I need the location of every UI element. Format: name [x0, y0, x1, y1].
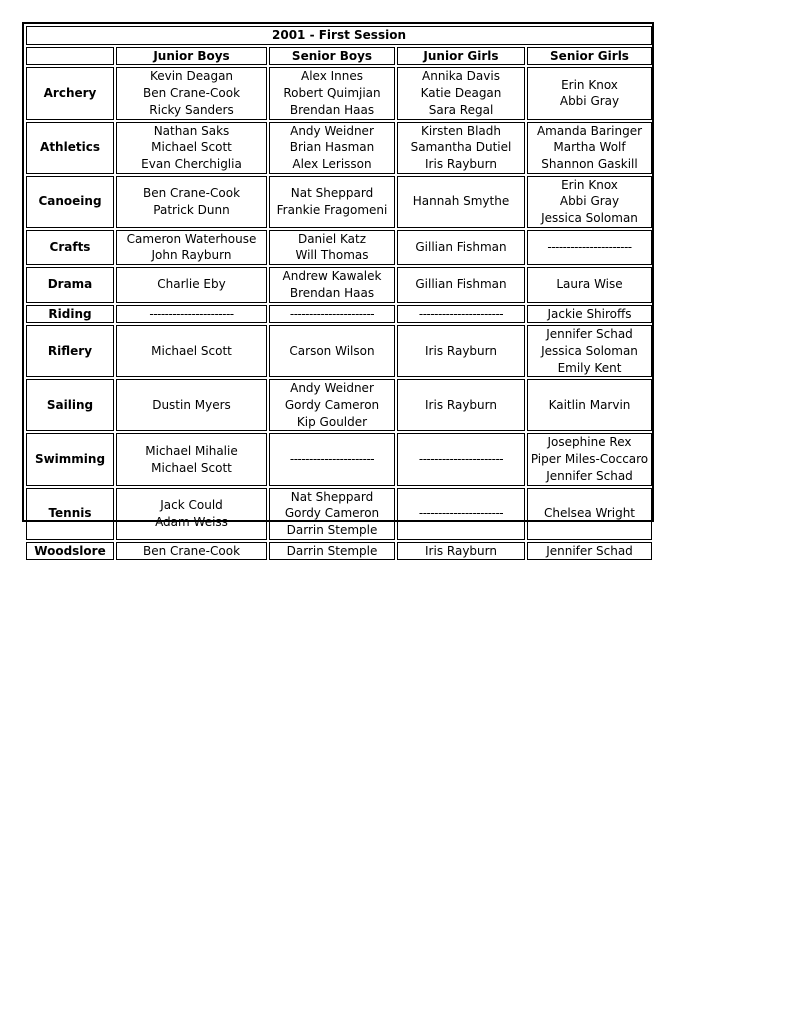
award-cell	[527, 67, 652, 119]
winner-name: Katie Deagan	[420, 86, 502, 101]
activity-label: Riflery	[26, 325, 114, 377]
winner-name: Andy Weidner	[290, 123, 374, 138]
winner-name: Erin Knox	[561, 77, 618, 92]
award-cell	[397, 267, 525, 302]
winner-name: Samantha Dutiel	[410, 140, 512, 155]
awards-sheet	[22, 22, 654, 558]
awards-table	[24, 24, 654, 562]
activity-label: Canoeing	[26, 176, 114, 228]
activity-label: Drama	[26, 267, 114, 302]
winner-name: Martha Wolf	[553, 140, 626, 155]
award-cell	[269, 379, 395, 431]
table-row	[26, 325, 652, 377]
award-cell	[116, 230, 267, 265]
award-cell	[397, 230, 525, 265]
winner-name: Ricky Sanders	[149, 102, 234, 117]
activity-label: Athletics	[26, 122, 114, 174]
table-row	[26, 379, 652, 431]
award-cell	[527, 305, 652, 324]
winner-name: Gordy Cameron	[284, 398, 380, 413]
award-cell	[116, 176, 267, 228]
activity-label: Woodslore	[26, 542, 114, 561]
title-row	[26, 26, 652, 45]
corner-cell	[26, 47, 114, 66]
winner-name: Nat Sheppard	[290, 185, 374, 200]
empty-placeholder: ----------------------	[289, 452, 375, 467]
award-cell	[116, 305, 267, 324]
winner-name: Brian Hasman	[289, 140, 375, 155]
award-cell	[527, 488, 652, 540]
empty-placeholder: ----------------------	[289, 306, 375, 321]
activity-label: Archery	[26, 67, 114, 119]
winner-name: Hannah Smythe	[412, 194, 510, 209]
winner-name: Nat Sheppard	[290, 489, 374, 504]
award-cell	[397, 542, 525, 561]
award-cell	[527, 542, 652, 561]
winner-name: Charlie Eby	[157, 277, 226, 292]
winner-name: Jennifer Schad	[546, 543, 633, 558]
winner-name: Michael Scott	[151, 460, 232, 475]
award-cell	[116, 325, 267, 377]
award-cell	[269, 267, 395, 302]
empty-placeholder: ----------------------	[418, 306, 504, 321]
winner-name: Darrin Stemple	[286, 522, 378, 537]
award-cell	[116, 67, 267, 119]
winner-name: John Rayburn	[151, 248, 232, 263]
winner-name: Patrick Dunn	[153, 202, 230, 217]
winner-name: Daniel Katz	[297, 231, 367, 246]
award-cell	[397, 305, 525, 324]
winner-name: Frankie Fragomeni	[276, 202, 388, 217]
winner-name: Kirsten Bladh	[420, 123, 502, 138]
award-cell	[116, 433, 267, 485]
table-row	[26, 433, 652, 485]
award-cell	[397, 433, 525, 485]
table-row	[26, 67, 652, 119]
winner-name: Iris Rayburn	[425, 343, 497, 358]
award-cell	[116, 488, 267, 540]
winner-name: Brendan Haas	[289, 102, 375, 117]
award-cell	[269, 67, 395, 119]
winner-name: Annika Davis	[422, 69, 500, 84]
winner-name: Ben Crane-Cook	[142, 86, 241, 101]
winner-name: Alex Innes	[300, 69, 363, 84]
award-cell	[527, 379, 652, 431]
award-cell	[116, 542, 267, 561]
winner-name: Abbi Gray	[559, 94, 620, 109]
winner-name: Jennifer Schad	[546, 327, 633, 342]
award-cell	[397, 488, 525, 540]
winner-name: Erin Knox	[561, 177, 618, 192]
winner-name: Gillian Fishman	[415, 240, 507, 255]
award-cell	[116, 122, 267, 174]
table-row	[26, 488, 652, 540]
award-cell	[269, 176, 395, 228]
winner-name: Darrin Stemple	[286, 543, 378, 558]
winner-name: Kip Goulder	[296, 414, 368, 429]
winner-name: Gillian Fishman	[415, 277, 507, 292]
award-cell	[397, 122, 525, 174]
activity-label: Riding	[26, 305, 114, 324]
winner-name: Andy Weidner	[290, 381, 374, 396]
column-header-senior-girls: Senior Girls	[527, 47, 652, 66]
winner-name: Nathan Saks	[153, 123, 230, 138]
winner-name: Sara Regal	[428, 102, 494, 117]
table-row	[26, 542, 652, 561]
table-title: 2001 - First Session	[26, 26, 652, 45]
winner-name: Adam Weiss	[155, 514, 228, 529]
winner-name: Josephine Rex	[547, 435, 632, 450]
column-header-senior-boys: Senior Boys	[269, 47, 395, 66]
winner-name: Will Thomas	[295, 248, 369, 263]
winner-name: Laura Wise	[556, 277, 623, 292]
award-cell	[527, 176, 652, 228]
empty-placeholder: ----------------------	[418, 452, 504, 467]
column-header-junior-boys: Junior Boys	[116, 47, 267, 66]
winner-name: Cameron Waterhouse	[126, 231, 257, 246]
winner-name: Jackie Shiroffs	[547, 306, 632, 321]
header-row	[26, 47, 652, 66]
award-cell	[527, 325, 652, 377]
winner-name: Abbi Gray	[559, 194, 620, 209]
activity-label: Crafts	[26, 230, 114, 265]
award-cell	[269, 542, 395, 561]
winner-name: Jack Could	[160, 497, 223, 512]
table-row	[26, 267, 652, 302]
winner-name: Jessica Soloman	[541, 343, 638, 358]
awards-table-body	[26, 26, 652, 560]
award-cell	[397, 176, 525, 228]
winner-name: Iris Rayburn	[425, 543, 497, 558]
winner-name: Emily Kent	[557, 360, 622, 375]
award-cell	[269, 305, 395, 324]
winner-name: Jessica Soloman	[541, 211, 638, 226]
winner-name: Dustin Myers	[152, 398, 231, 413]
winner-name: Alex Lerisson	[292, 156, 372, 171]
award-cell	[527, 230, 652, 265]
award-cell	[397, 67, 525, 119]
award-cell	[269, 122, 395, 174]
table-row	[26, 176, 652, 228]
award-cell	[397, 379, 525, 431]
activity-label: Tennis	[26, 488, 114, 540]
winner-name: Jennifer Schad	[546, 468, 633, 483]
award-cell	[269, 230, 395, 265]
table-row	[26, 305, 652, 324]
winner-name: Ben Crane-Cook	[142, 543, 241, 558]
winner-name: Iris Rayburn	[425, 398, 497, 413]
empty-placeholder: ----------------------	[547, 240, 632, 255]
award-cell	[527, 122, 652, 174]
winner-name: Shannon Gaskill	[541, 156, 638, 171]
winner-name: Brendan Haas	[289, 285, 375, 300]
activity-label: Swimming	[26, 433, 114, 485]
award-cell	[269, 433, 395, 485]
award-cell	[269, 325, 395, 377]
award-cell	[116, 379, 267, 431]
column-header-junior-girls: Junior Girls	[397, 47, 525, 66]
winner-name: Michael Scott	[151, 140, 232, 155]
winner-name: Kevin Deagan	[149, 69, 234, 84]
table-row	[26, 230, 652, 265]
empty-placeholder: ----------------------	[418, 506, 504, 521]
winner-name: Iris Rayburn	[425, 156, 497, 171]
winner-name: Piper Miles-Coccaro	[530, 452, 649, 467]
award-cell	[269, 488, 395, 540]
winner-name: Robert Quimjian	[283, 86, 381, 101]
table-row	[26, 122, 652, 174]
winner-name: Chelsea Wright	[543, 506, 636, 521]
winner-name: Michael Mihalie	[145, 443, 238, 458]
empty-placeholder: ----------------------	[149, 306, 234, 321]
award-cell	[397, 325, 525, 377]
winner-name: Carson Wilson	[289, 343, 375, 358]
winner-name: Andrew Kawalek	[282, 269, 382, 284]
winner-name: Gordy Cameron	[284, 506, 380, 521]
winner-name: Kaitlin Marvin	[548, 398, 631, 413]
activity-label: Sailing	[26, 379, 114, 431]
award-cell	[527, 267, 652, 302]
winner-name: Amanda Baringer	[536, 123, 643, 138]
winner-name: Evan Cherchiglia	[141, 156, 242, 171]
winner-name: Michael Scott	[151, 343, 232, 358]
award-cell	[527, 433, 652, 485]
award-cell	[116, 267, 267, 302]
winner-name: Ben Crane-Cook	[142, 185, 241, 200]
